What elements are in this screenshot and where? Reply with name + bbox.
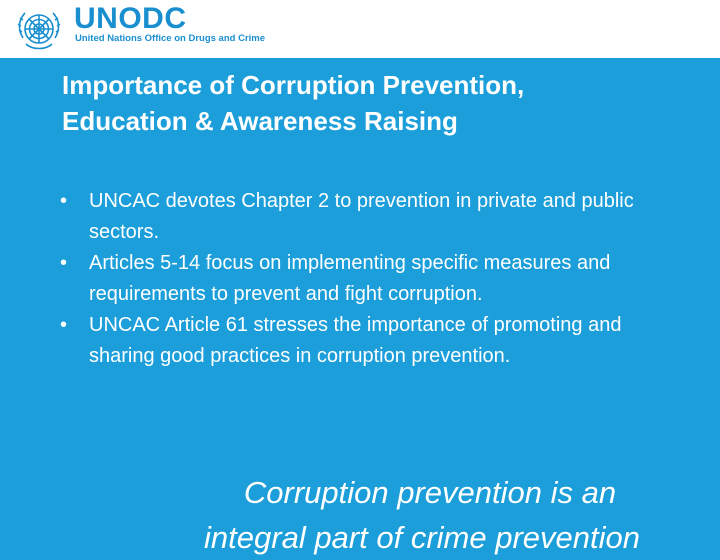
slide-title (62, 67, 682, 139)
bullet-text: UNCAC Article 61 stresses the importance of promoting and sharing good practices in corruption prevention. (89, 314, 622, 367)
bullet-dot-icon: • (60, 314, 68, 336)
emphasis-statement (120, 470, 720, 560)
emphasis-line2: integral part of crime prevention (204, 520, 640, 555)
slide-title-line2: Education & Awareness Raising (62, 106, 458, 136)
emphasis-line1: Corruption prevention is an (243, 475, 617, 510)
bullet-dot-icon: • (60, 190, 68, 212)
slide-title-line1: Importance of Corruption Prevention, (62, 70, 525, 100)
bullet-list (60, 186, 660, 372)
bullet-text: Articles 5-14 focus on implementing specific measures and requirements to prevent and fight corruption. (89, 252, 611, 305)
header-bar (0, 0, 720, 58)
bullet-item (60, 248, 660, 310)
logo-wordmark: UNODC (74, 2, 187, 35)
un-emblem-icon (14, 4, 64, 54)
bullet-item (60, 186, 660, 248)
bullet-dot-icon: • (60, 252, 68, 274)
bullet-item (60, 310, 660, 372)
logo-subtitle: United Nations Office on Drugs and Crime (75, 33, 266, 44)
bullet-text: UNCAC devotes Chapter 2 to prevention in private and public sectors. (89, 190, 634, 243)
